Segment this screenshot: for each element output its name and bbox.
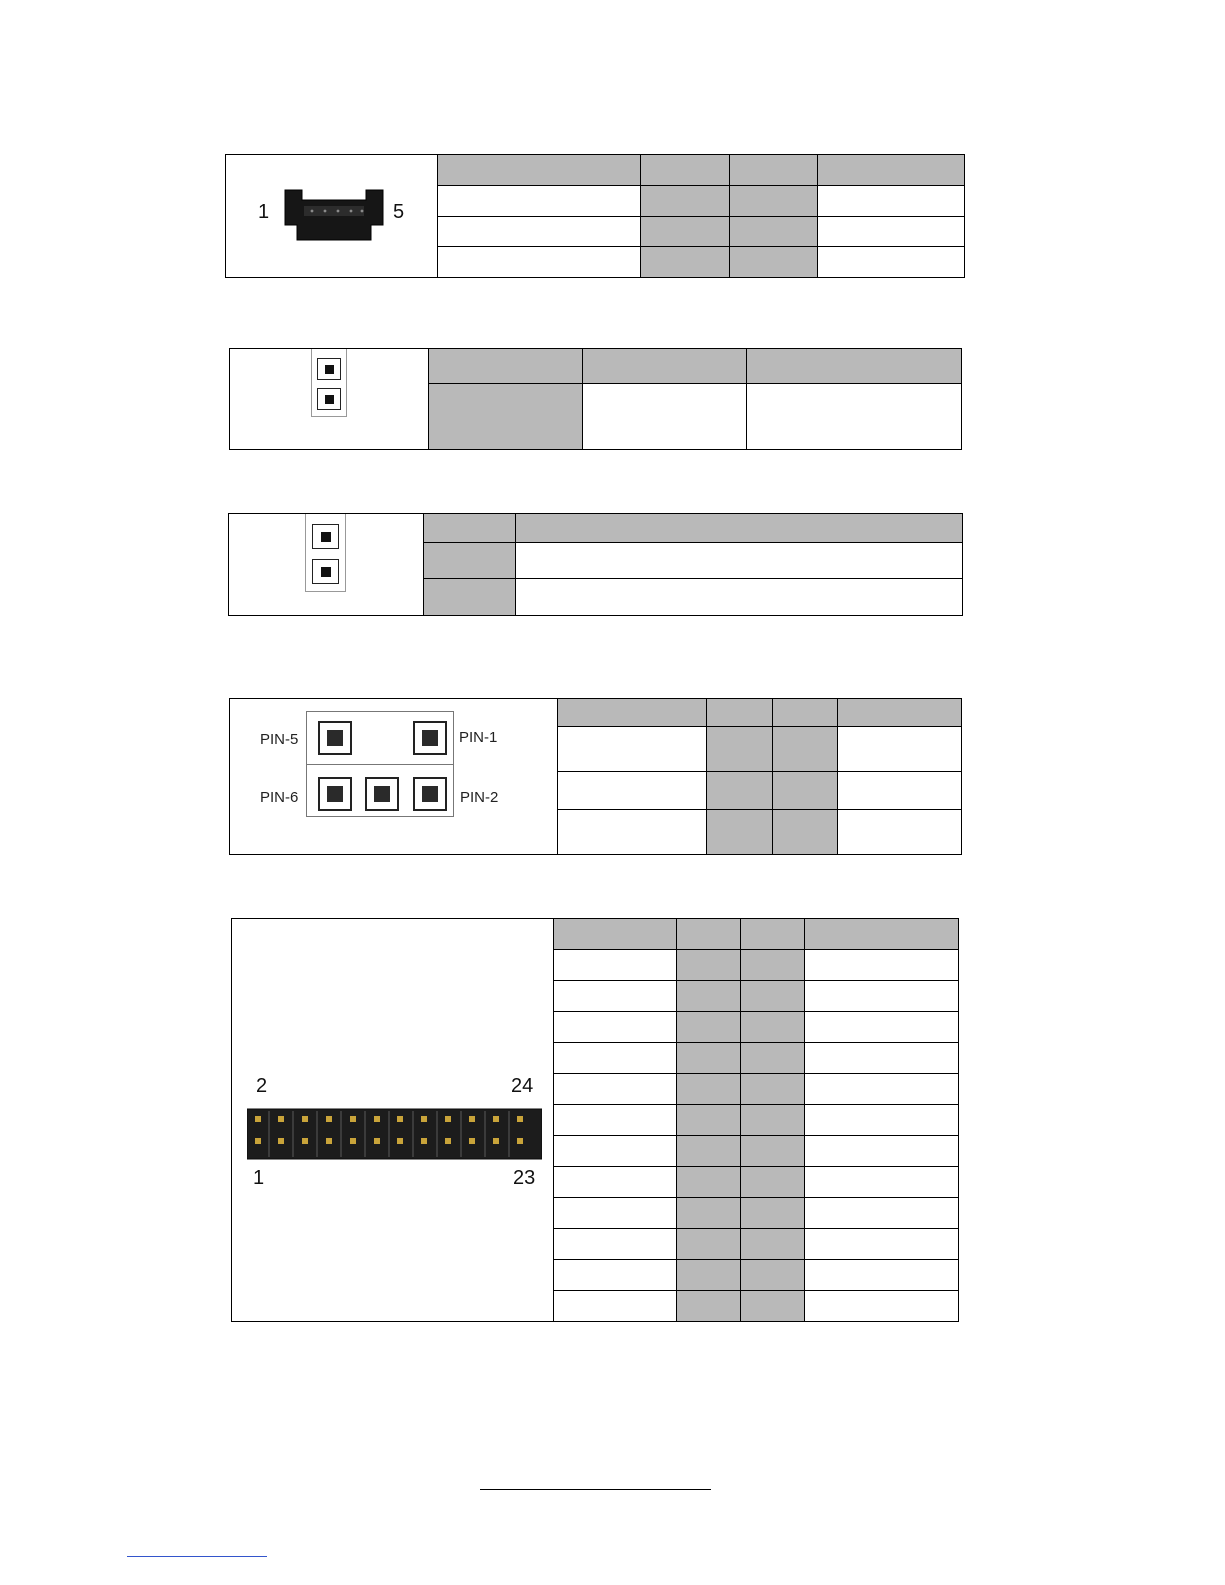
table-cell — [554, 1260, 677, 1291]
table-cell — [438, 217, 641, 247]
table-header-cell — [677, 919, 741, 950]
table-row — [429, 349, 962, 384]
pin-1-label: PIN-1 — [459, 729, 498, 746]
pin-square-icon — [413, 777, 447, 811]
table-cell — [805, 1167, 959, 1198]
pin-square-icon — [365, 777, 399, 811]
pin-square-icon — [413, 721, 447, 755]
table-cell — [554, 1012, 677, 1043]
table-row — [554, 1136, 959, 1167]
pin-6-label: PIN-6 — [260, 789, 299, 806]
table-row — [554, 1012, 959, 1043]
table-cell — [438, 186, 641, 217]
table-cell — [583, 384, 747, 450]
table-cell — [741, 1229, 805, 1260]
table-cell — [424, 543, 516, 579]
footer-link-underline — [127, 1556, 267, 1557]
pin-2-label: 2 — [256, 1075, 268, 1097]
table-cell — [677, 1136, 741, 1167]
table-cell — [805, 950, 959, 981]
table-cell — [730, 186, 818, 217]
table-cell — [741, 1291, 805, 1322]
pin-square-icon — [312, 559, 339, 584]
table-header-cell — [741, 919, 805, 950]
pin-square-icon — [317, 388, 341, 410]
table-row — [558, 699, 962, 727]
pin-header-icon — [247, 1107, 542, 1161]
table-cell — [818, 186, 965, 217]
table-cell — [805, 1043, 959, 1074]
table-cell — [558, 772, 707, 810]
table-cell — [805, 1229, 959, 1260]
table-cell — [805, 1136, 959, 1167]
table-row — [438, 186, 965, 217]
table-header-cell — [805, 919, 959, 950]
table-cell — [677, 950, 741, 981]
table-cell — [707, 772, 773, 810]
table-header-cell — [838, 699, 962, 727]
table-cell — [773, 772, 838, 810]
table-cell — [805, 1074, 959, 1105]
table-row — [554, 1074, 959, 1105]
table-cell — [805, 1198, 959, 1229]
table-cell — [554, 1291, 677, 1322]
pin-1-label: 1 — [253, 1167, 265, 1189]
table-cell — [805, 1012, 959, 1043]
table-cell — [641, 186, 730, 217]
pin-5-label: PIN-5 — [260, 731, 299, 748]
table-row — [554, 1105, 959, 1136]
table-cell — [805, 981, 959, 1012]
table-cell — [741, 1043, 805, 1074]
table-cell — [554, 1198, 677, 1229]
connector-icon — [282, 188, 386, 243]
table-cell — [747, 384, 962, 450]
jumper-b-table — [423, 513, 963, 616]
table-cell — [741, 1167, 805, 1198]
table-row — [424, 579, 963, 616]
table-cell — [554, 950, 677, 981]
table-header-cell — [773, 699, 838, 727]
header-24pin-table — [553, 918, 959, 1322]
table-cell — [677, 1012, 741, 1043]
table-cell — [677, 1198, 741, 1229]
pin-2-label: PIN-2 — [460, 789, 499, 806]
jumper-a-table — [428, 348, 962, 450]
table-header-cell — [438, 155, 641, 186]
table-cell — [773, 810, 838, 855]
table-header-cell — [554, 919, 677, 950]
table-cell — [838, 727, 962, 772]
table-cell — [741, 950, 805, 981]
table-row — [424, 543, 963, 579]
table-cell — [558, 727, 707, 772]
table-cell — [516, 579, 963, 616]
pin-1-label: 1 — [258, 201, 270, 223]
table-cell — [741, 1105, 805, 1136]
table-cell — [741, 1012, 805, 1043]
table-cell — [554, 1105, 677, 1136]
table-row — [554, 1291, 959, 1322]
footer-rule — [480, 1489, 711, 1490]
table-cell — [805, 1260, 959, 1291]
table-cell — [838, 810, 962, 855]
table-cell — [677, 1074, 741, 1105]
table-cell — [554, 1074, 677, 1105]
table-cell — [741, 1074, 805, 1105]
table-cell — [838, 772, 962, 810]
table-cell — [558, 810, 707, 855]
header-24pin-figure — [231, 918, 555, 1322]
pin-23-label: 23 — [513, 1167, 536, 1189]
table-cell — [677, 1260, 741, 1291]
table-cell — [677, 1167, 741, 1198]
table-cell — [730, 217, 818, 247]
table-header-cell — [818, 155, 965, 186]
table-cell — [741, 1198, 805, 1229]
table-cell — [805, 1105, 959, 1136]
table-cell — [554, 981, 677, 1012]
table-cell — [429, 384, 583, 450]
table-row — [558, 772, 962, 810]
pin-square-icon — [318, 777, 352, 811]
table-header-cell — [641, 155, 730, 186]
header-6pin-figure — [229, 698, 559, 855]
jumper-a-figure — [229, 348, 430, 450]
table-header-cell — [558, 699, 707, 727]
table-row — [429, 384, 962, 450]
table-header-cell — [429, 349, 583, 384]
pin-5-label: 5 — [393, 201, 405, 223]
pin-square-icon — [317, 358, 341, 380]
table-cell — [677, 981, 741, 1012]
table-row — [554, 950, 959, 981]
table-cell — [641, 217, 730, 247]
table-cell — [805, 1291, 959, 1322]
table-cell — [438, 247, 641, 278]
header-6pin-table — [557, 698, 962, 855]
table-row — [558, 810, 962, 855]
table-cell — [730, 247, 818, 278]
table-row — [554, 919, 959, 950]
jumper-b-figure — [228, 513, 425, 616]
table-cell — [741, 1136, 805, 1167]
table-cell — [554, 1229, 677, 1260]
table-cell — [818, 217, 965, 247]
table-row — [558, 727, 962, 772]
table-row — [438, 217, 965, 247]
table-header-cell — [424, 514, 516, 543]
table-row — [554, 1198, 959, 1229]
table-cell — [818, 247, 965, 278]
table-header-cell — [707, 699, 773, 727]
table-row — [554, 981, 959, 1012]
pin-24-label: 24 — [511, 1075, 534, 1097]
table-header-cell — [583, 349, 747, 384]
pin-square-icon — [312, 524, 339, 549]
table-row — [554, 1229, 959, 1260]
table-row — [554, 1260, 959, 1291]
table-cell — [677, 1043, 741, 1074]
table-cell — [677, 1105, 741, 1136]
table-row — [554, 1167, 959, 1198]
pin-square-icon — [318, 721, 352, 755]
table-cell — [741, 1260, 805, 1291]
table-cell — [773, 727, 838, 772]
table-cell — [554, 1043, 677, 1074]
header-6pin-divider — [306, 764, 454, 765]
table-row — [424, 514, 963, 543]
table-cell — [677, 1291, 741, 1322]
table-cell — [641, 247, 730, 278]
table-header-cell — [747, 349, 962, 384]
table-cell — [741, 981, 805, 1012]
table-cell — [516, 543, 963, 579]
table-header-cell — [516, 514, 963, 543]
table-header-cell — [730, 155, 818, 186]
table-cell — [677, 1229, 741, 1260]
table-row — [438, 155, 965, 186]
table-row — [554, 1043, 959, 1074]
table-cell — [554, 1136, 677, 1167]
table-cell — [424, 579, 516, 616]
table-row — [438, 247, 965, 278]
table-cell — [707, 727, 773, 772]
table-cell — [707, 810, 773, 855]
table-cell — [554, 1167, 677, 1198]
fan-connector-pin-table — [437, 154, 965, 278]
fan-connector-figure — [225, 154, 439, 278]
